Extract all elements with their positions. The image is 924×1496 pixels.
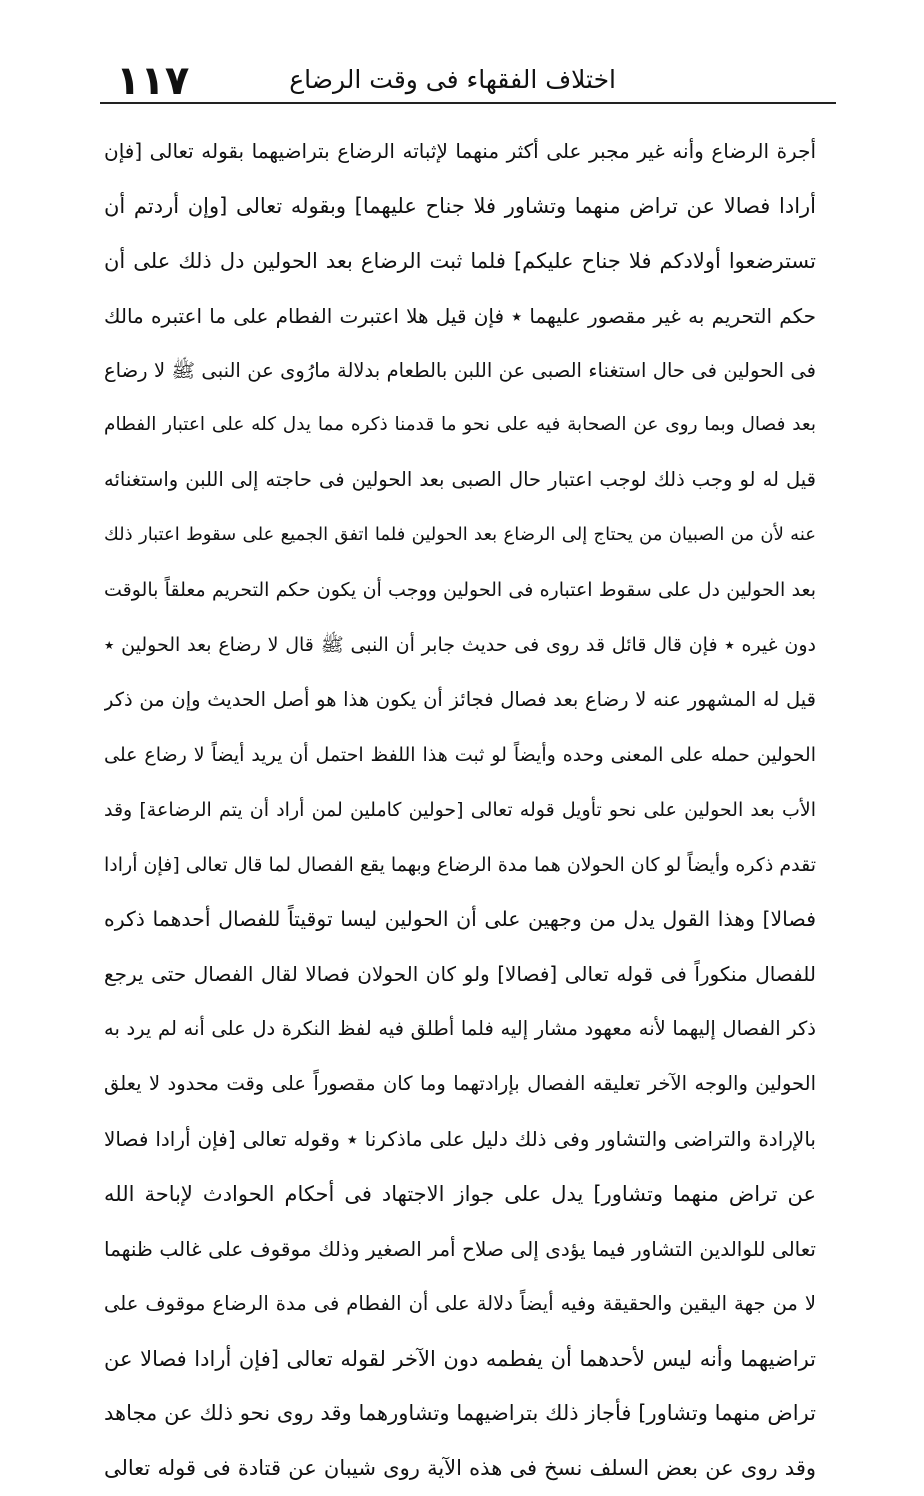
text-line: حكم التحريم به غير مقصور عليهما ٭ فإن قيل هلا اعتبرت الفطام على ما اعتبره مالك	[104, 303, 816, 328]
text-line: دون غيره ٭ فإن قال قائل قد روى فى حديث جابر أن النبى ﷺ قال لا رضاع بعد الحولين ٭	[104, 634, 816, 657]
text-line: تقدم ذكره وأيضاً لو كان الحولان هما مدة الرضاع وبهما يقع الفصال لما قال تعالى [فإن أرادا	[104, 853, 816, 876]
text-line: تعالى للوالدين التشاور فيما يؤدى إلى صلاح أمر الصغير وذلك موقوف على غالب ظنهما	[104, 1236, 816, 1261]
text-line: بالإرادة والتراضى والتشاور وفى ذلك دليل على ماذكرنا ٭ وقوله تعالى [فإن أرادا فصالا	[104, 1127, 816, 1152]
text-line: أرادا فصالا عن تراض منهما وتشاور فلا جناح عليهما] وبقوله تعالى [وإن أردتم أن	[104, 193, 816, 218]
running-title: اختلاف الفقهاء فى وقت الرضاع	[289, 65, 616, 94]
text-line: الحولين حمله على المعنى وحده وأيضاً لو ثبت هذا اللفظ احتمل أن يريد أيضاً لا رضاع على	[104, 743, 816, 766]
page-number: ١١٧	[116, 58, 190, 104]
text-line: تراضيهما وأنه ليس لأحدهما أن يفطمه دون الآخر لقوله تعالى [فإن أرادا فصالا عن	[104, 1346, 816, 1371]
text-line: قيل له المشهور عنه لا رضاع بعد فصال فجائز أن يكون هذا هو أصل الحديث وإن من ذكر	[104, 687, 816, 711]
text-line: تسترضعوا أولادكم فلا جناح عليكم] فلما ثبت الرضاع بعد الحولين دل ذلك على أن	[104, 248, 816, 273]
text-line: فصالا] وهذا القول يدل من وجهين على أن الحولين ليسا توقيتاً للفصال أحدهما ذكره	[104, 907, 816, 932]
text-line: ذكر الفصال إليهما لأنه معهود مشار إليه فلما أطلق فيه لفظ النكرة دل على أنه لم يرد به	[104, 1017, 816, 1041]
text-line: عن تراض منهما وتشاور] يدل على جواز الاجتهاد فى أحكام الحوادث لإباحة الله	[104, 1181, 816, 1206]
text-line: فى الحولين فى حال استغناء الصبى عن اللبن بالطعام بدلالة مارُوى عن النبى ﷺ لا رضاع	[104, 358, 816, 382]
body-text	[104, 124, 816, 1496]
text-line: للفصال منكوراً فى قوله تعالى [فصالا] ولو كان الحولان فصالا لقال الفصال حتى يرجع	[104, 962, 816, 987]
text-line: تراض منهما وتشاور] فأجاز ذلك بتراضيهما وتشاورهما وقد روى نحو ذلك عن مجاهد	[104, 1401, 816, 1426]
text-line: عنه لأن من الصبيان من يحتاج إلى الرضاع بعد الحولين فلما اتفق الجميع على سقوط اعتبار ذلك	[104, 524, 816, 546]
text-line: الحولين والوجه الآخر تعليقه الفصال بإرادتهما وما كان مقصوراً على وقت محدود لا يعلق	[104, 1072, 816, 1096]
page-header	[100, 58, 836, 104]
text-line: أجرة الرضاع وأنه غير مجبر على أكثر منهما لإثباته الرضاع بتراضيهما بقوله تعالى [فإن	[104, 139, 816, 163]
text-line: الأب بعد الحولين على نحو تأويل قوله تعالى [حولين كاملين لمن أراد أن يتم الرضاعة] وقد	[104, 798, 816, 821]
text-line: بعد فصال وبما روى عن الصحابة فيه على نحو ما قدمنا ذكره مما يدل كله على اعتبار الفطام	[104, 414, 816, 436]
text-line: بعد الحولين دل على سقوط اعتباره فى الحولين ووجب أن يكون حكم التحريم معلقاً بالوقت	[104, 579, 816, 602]
header-divider	[100, 102, 836, 104]
text-line: قيل له لو وجب ذلك لوجب اعتبار حال الصبى بعد الحولين فى حاجته إلى اللبن واستغنائه	[104, 468, 816, 492]
text-line: وقد روى عن بعض السلف نسخ فى هذه الآية روى شيبان عن قتادة فى قوله تعالى	[104, 1456, 816, 1481]
text-line: لا من جهة اليقين والحقيقة وفيه أيضاً دلالة على أن الفطام فى مدة الرضاع موقوف على	[104, 1291, 816, 1315]
